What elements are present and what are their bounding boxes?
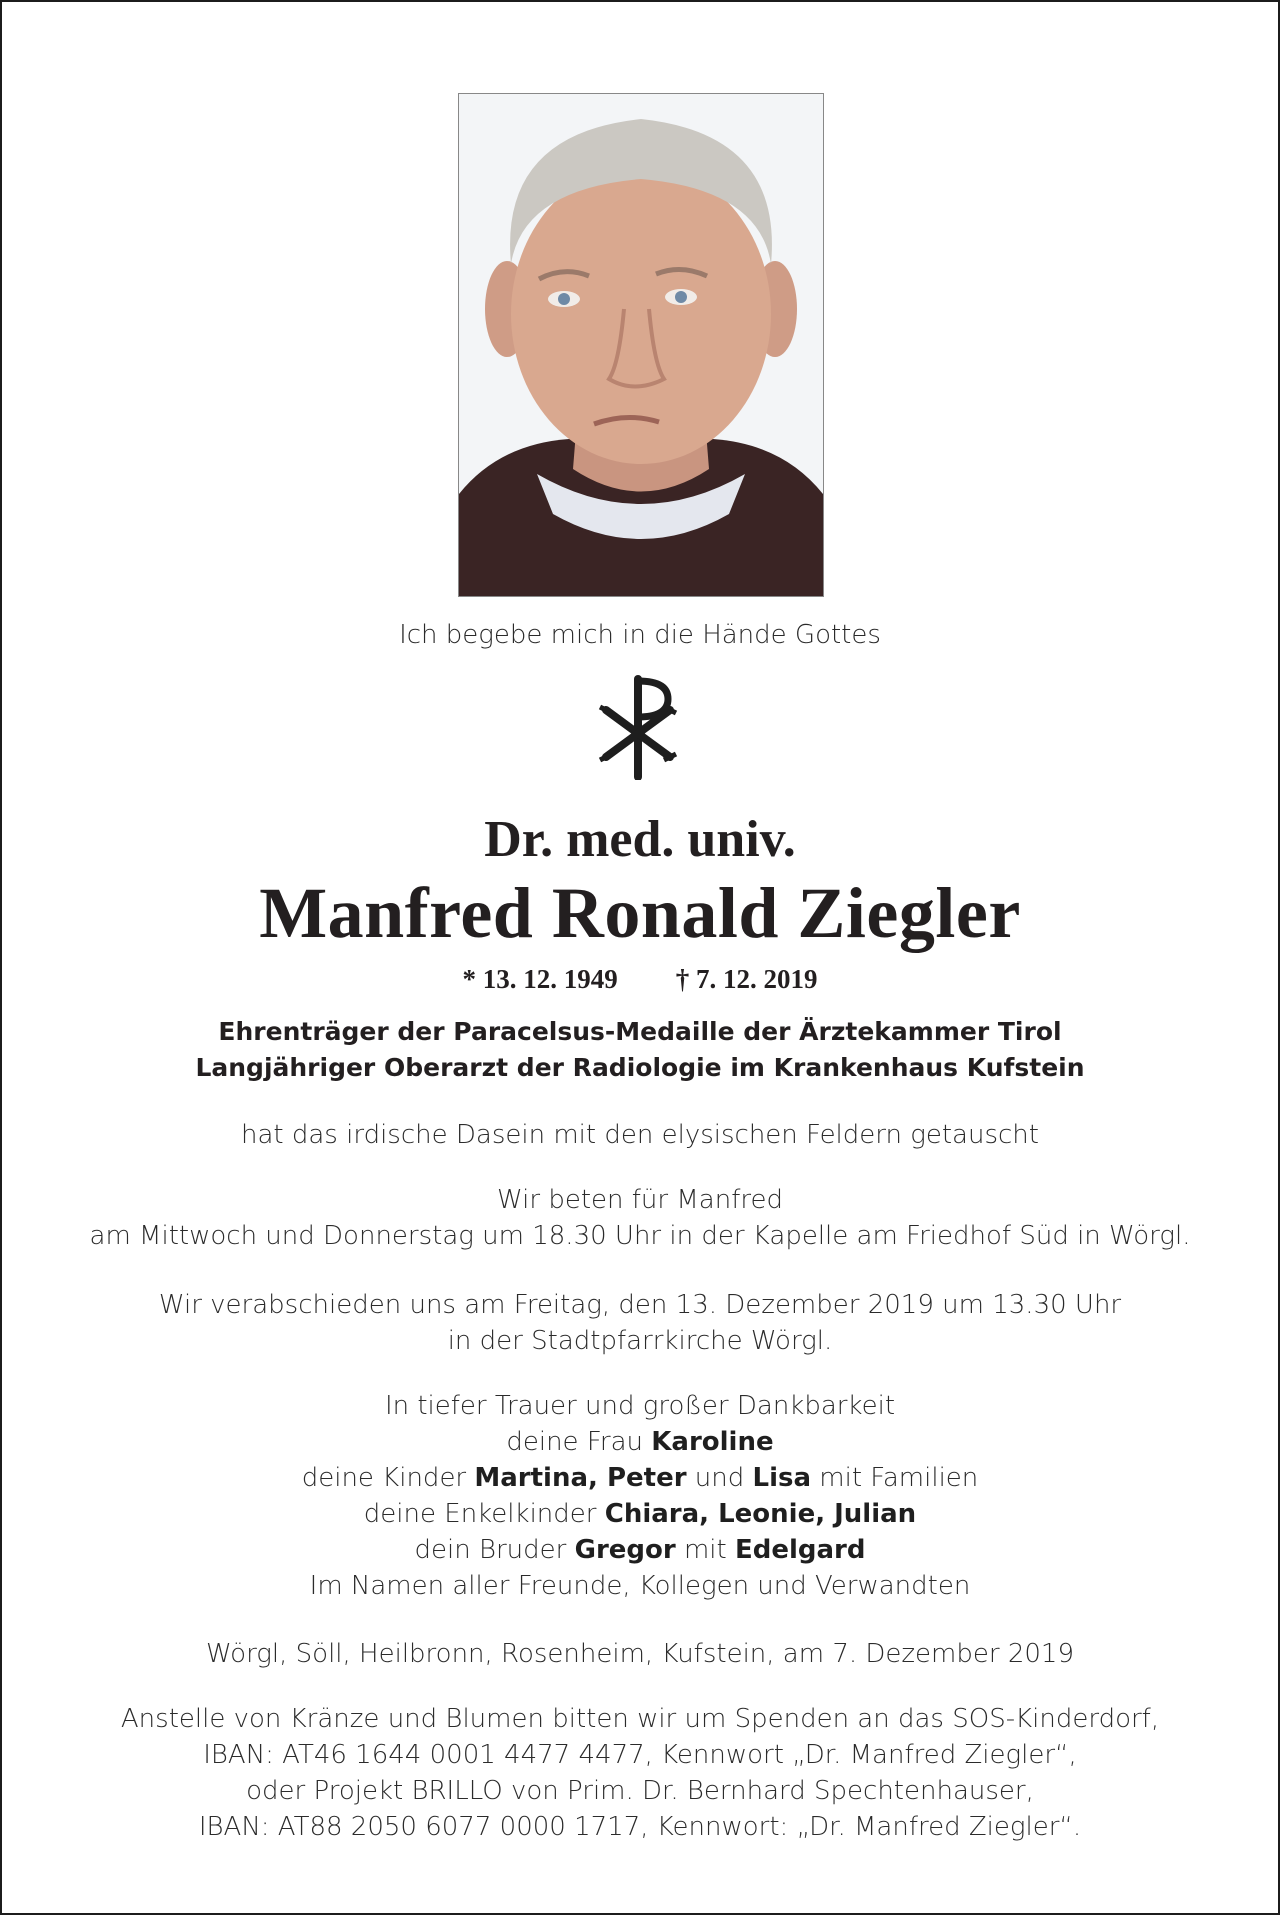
birth-date: * 13. 12. 1949	[462, 964, 618, 994]
passing-text: hat das irdische Dasein mit den elysischen Feldern getauscht	[241, 1120, 1039, 1150]
mourner-wife: deine Frau Karoline	[506, 1427, 774, 1457]
life-dates	[2, 964, 1278, 995]
prayer-line: am Mittwoch und Donnerstag um 18.30 Uhr in der Kapelle am Friedhof Süd in Wörgl.	[89, 1221, 1191, 1251]
mourner-grandchildren: deine Enkelkinder Chiara, Leonie, Julian	[363, 1499, 917, 1529]
mourner-children: deine Kinder Martina, Peter und Lisa mit Familien	[301, 1463, 979, 1493]
prayer-line: Wir beten für Manfred	[497, 1185, 783, 1215]
donation-line: oder Projekt BRILLO von Prim. Dr. Bernhard Spechtenhauser,	[246, 1776, 1034, 1806]
honor-line: Ehrenträger der Paracelsus-Medaille der Ärztekammer Tirol	[218, 1017, 1062, 1046]
motto: Ich begebe mich in die Hände Gottes	[399, 620, 881, 650]
place-date: Wörgl, Söll, Heilbronn, Rosenheim, Kufstein, am 7. Dezember 2019	[205, 1639, 1075, 1669]
chi-rho-icon	[598, 675, 678, 784]
donation-line: Anstelle von Kränze und Blumen bitten wir um Spenden an das SOS-Kinderdorf,	[120, 1704, 1160, 1734]
mourner-brother: dein Bruder Gregor mit Edelgard	[414, 1535, 866, 1565]
portrait-photo	[458, 93, 824, 597]
mourners-intro: In tiefer Trauer und großer Dankbarkeit	[384, 1391, 896, 1421]
donation-line: IBAN: AT46 1644 0001 4477 4477, Kennwort „Dr. Manfred Ziegler“,	[203, 1740, 1077, 1770]
honor-line: Langjähriger Oberarzt der Radiologie im Krankenhaus Kufstein	[195, 1053, 1085, 1082]
donation-line: IBAN: AT88 2050 6077 0000 1717, Kennwort: „Dr. Manfred Ziegler“.	[198, 1812, 1082, 1842]
deceased-name: Manfred Ronald Ziegler	[259, 873, 1021, 953]
death-date: † 7. 12. 2019	[675, 964, 818, 994]
academic-title: Dr. med. univ.	[484, 811, 796, 868]
mourner-others: Im Namen aller Freunde, Kollegen und Verwandten	[309, 1571, 971, 1601]
farewell-line: in der Stadtpfarrkirche Wörgl.	[447, 1326, 833, 1356]
farewell-line: Wir verabschieden uns am Freitag, den 13. Dezember 2019 um 13.30 Uhr	[158, 1290, 1122, 1320]
